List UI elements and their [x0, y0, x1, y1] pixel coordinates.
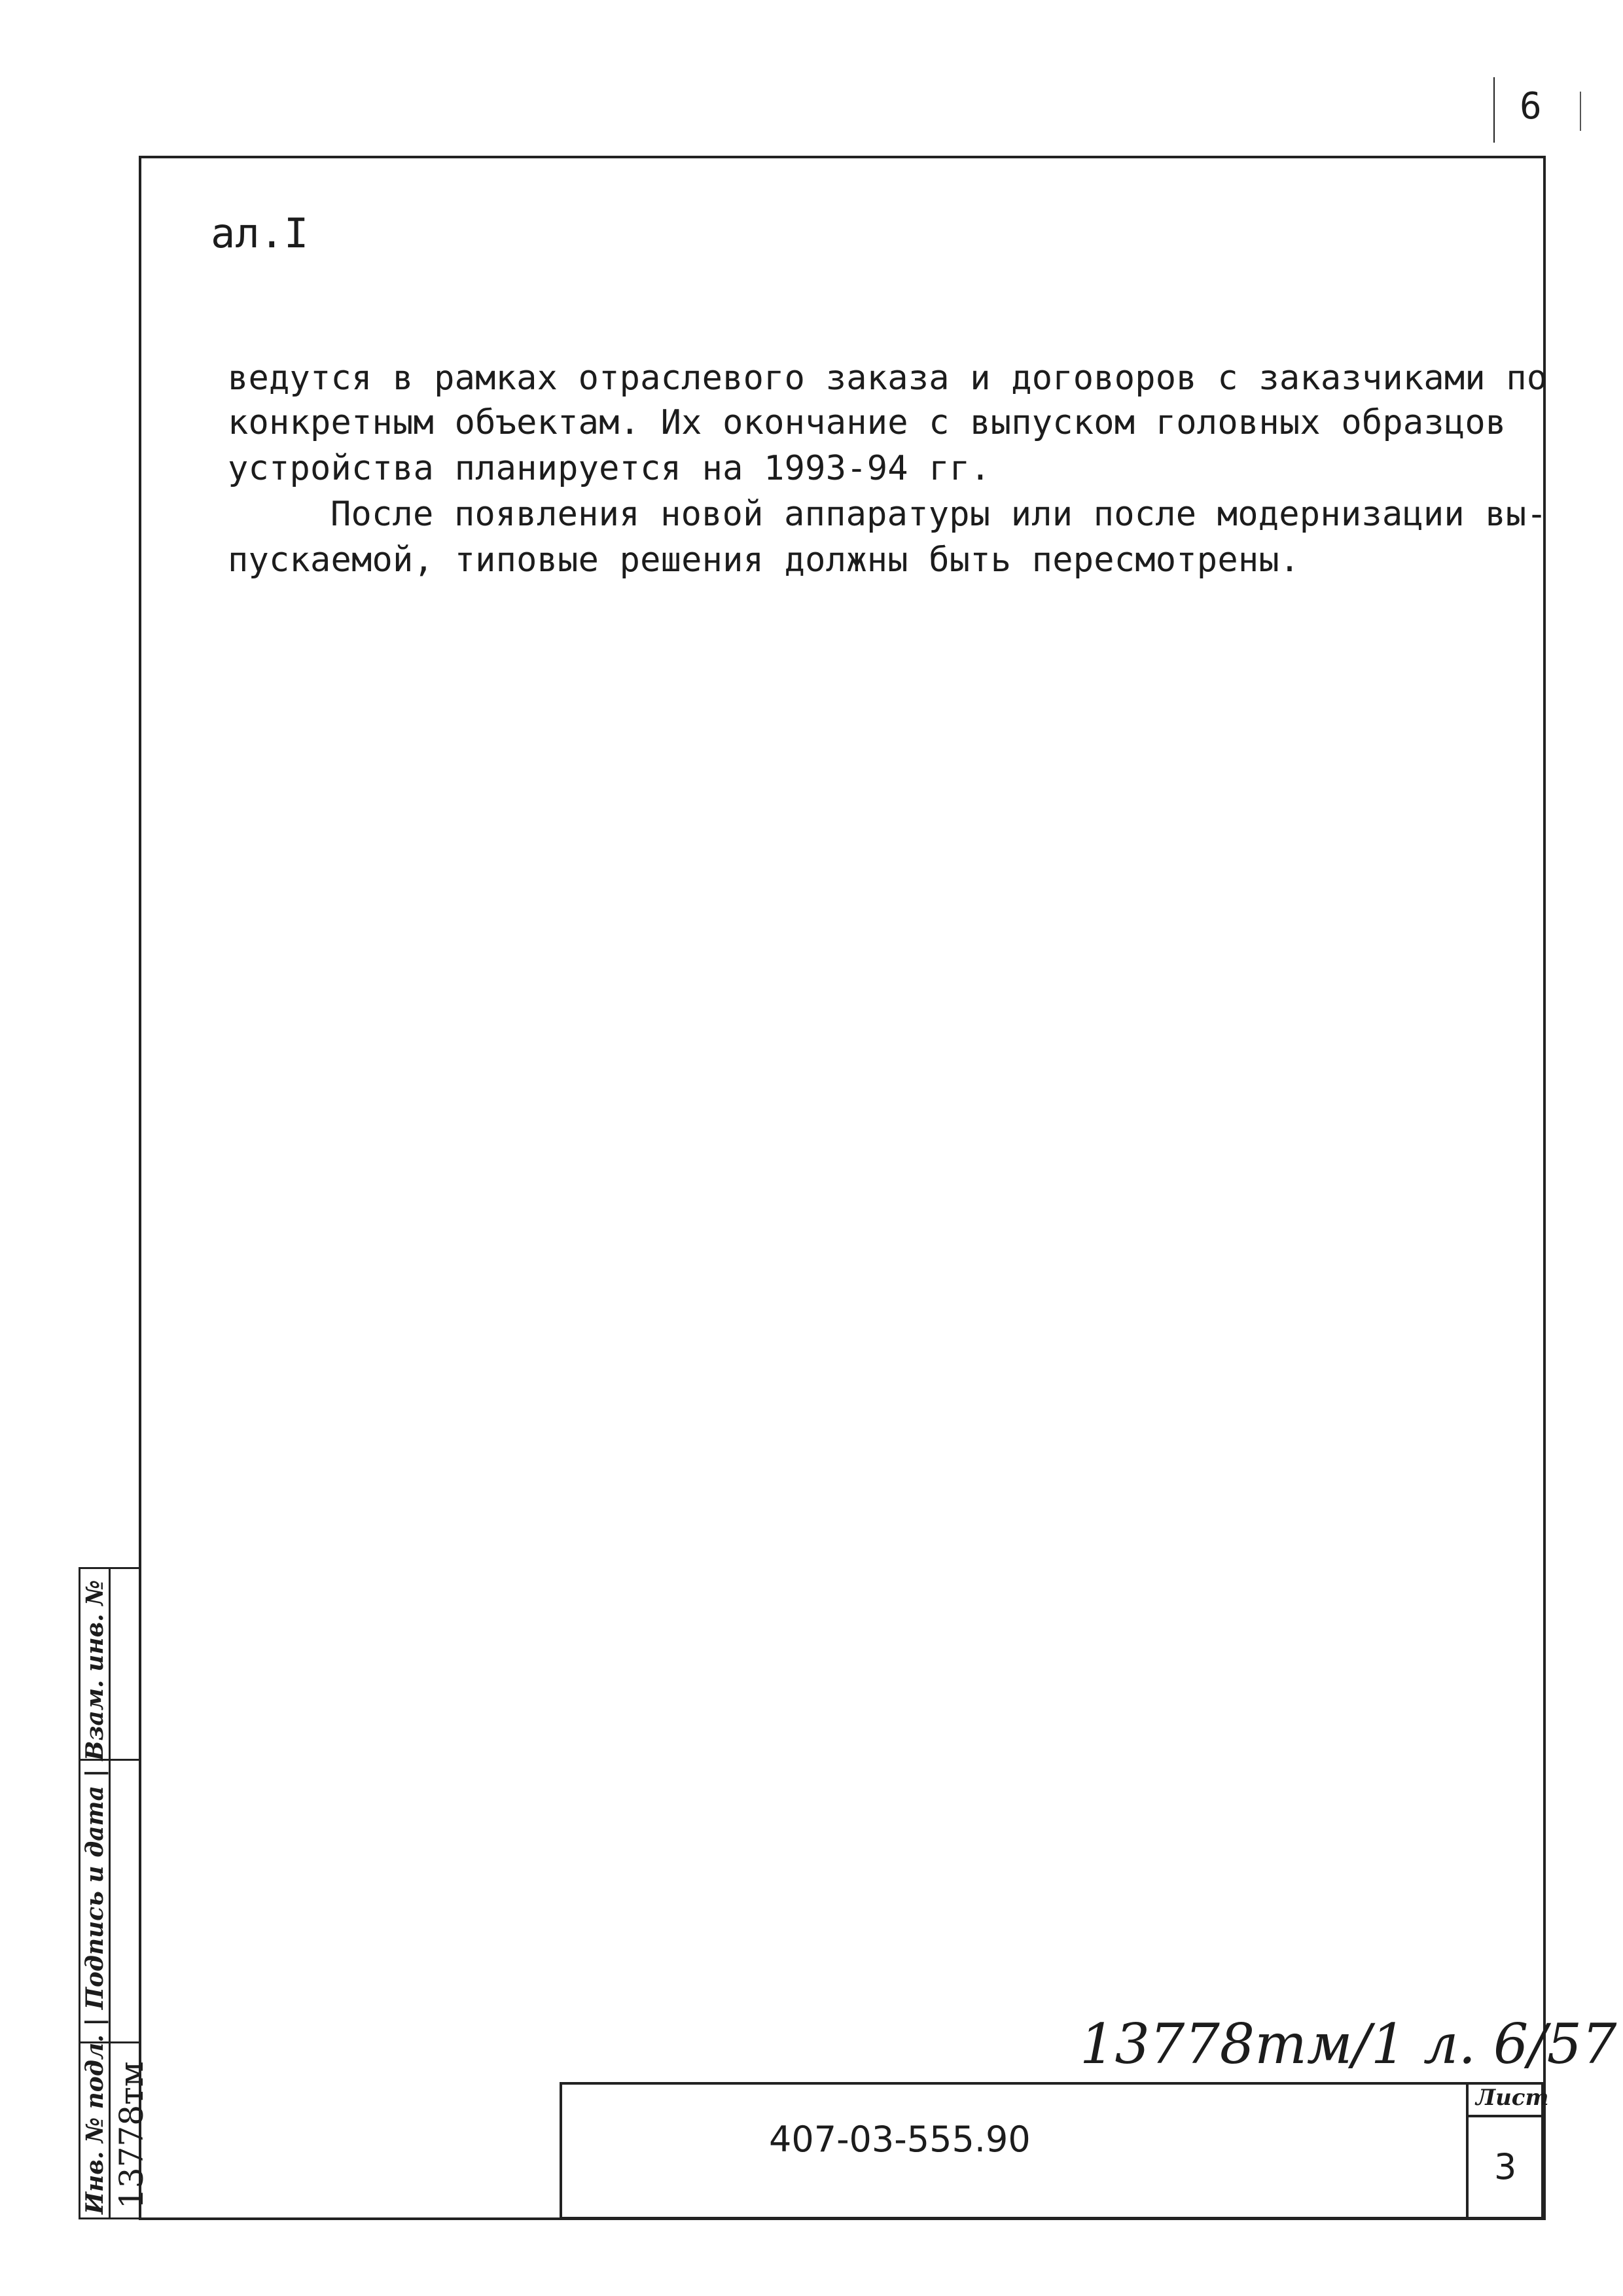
margin-strip-labels: Инв. № подл. | Подпись и дата | Взам. инв. № [81, 1580, 109, 2214]
body-line-1: ведутся в рамках отраслевого заказа и договоров с заказчиками по [228, 359, 1548, 398]
body-line-5: пускаемой, типовые решения должны быть пересмотрены. [228, 540, 1300, 580]
sheet-word-label: Лист [1476, 2085, 1549, 2111]
page-corner-tick [1580, 92, 1581, 131]
sheet-divider-rule [1466, 2115, 1544, 2117]
handwritten-reference: 13778тм/1 л. 6/57 [1080, 2012, 1617, 2076]
title-block [560, 2082, 1544, 2219]
corner-page-number: 6 [1520, 85, 1542, 128]
body-line-4: После появления новой аппаратуры или после модернизации вы- [330, 495, 1547, 534]
body-line-3: устройства планируется на 1993-94 гг. [228, 449, 991, 488]
sheet-column-rule [1466, 2082, 1469, 2219]
body-line-2: конкретным объектам. Их окончание с выпуском головных образцов [228, 403, 1507, 442]
inventory-number: 13778тм [113, 2061, 151, 2209]
sheet-label: ал.I [211, 209, 309, 257]
document-code: 407-03-555.90 [769, 2119, 1031, 2160]
sheet-number: 3 [1494, 2146, 1517, 2187]
page-corner-rule [1493, 77, 1495, 143]
